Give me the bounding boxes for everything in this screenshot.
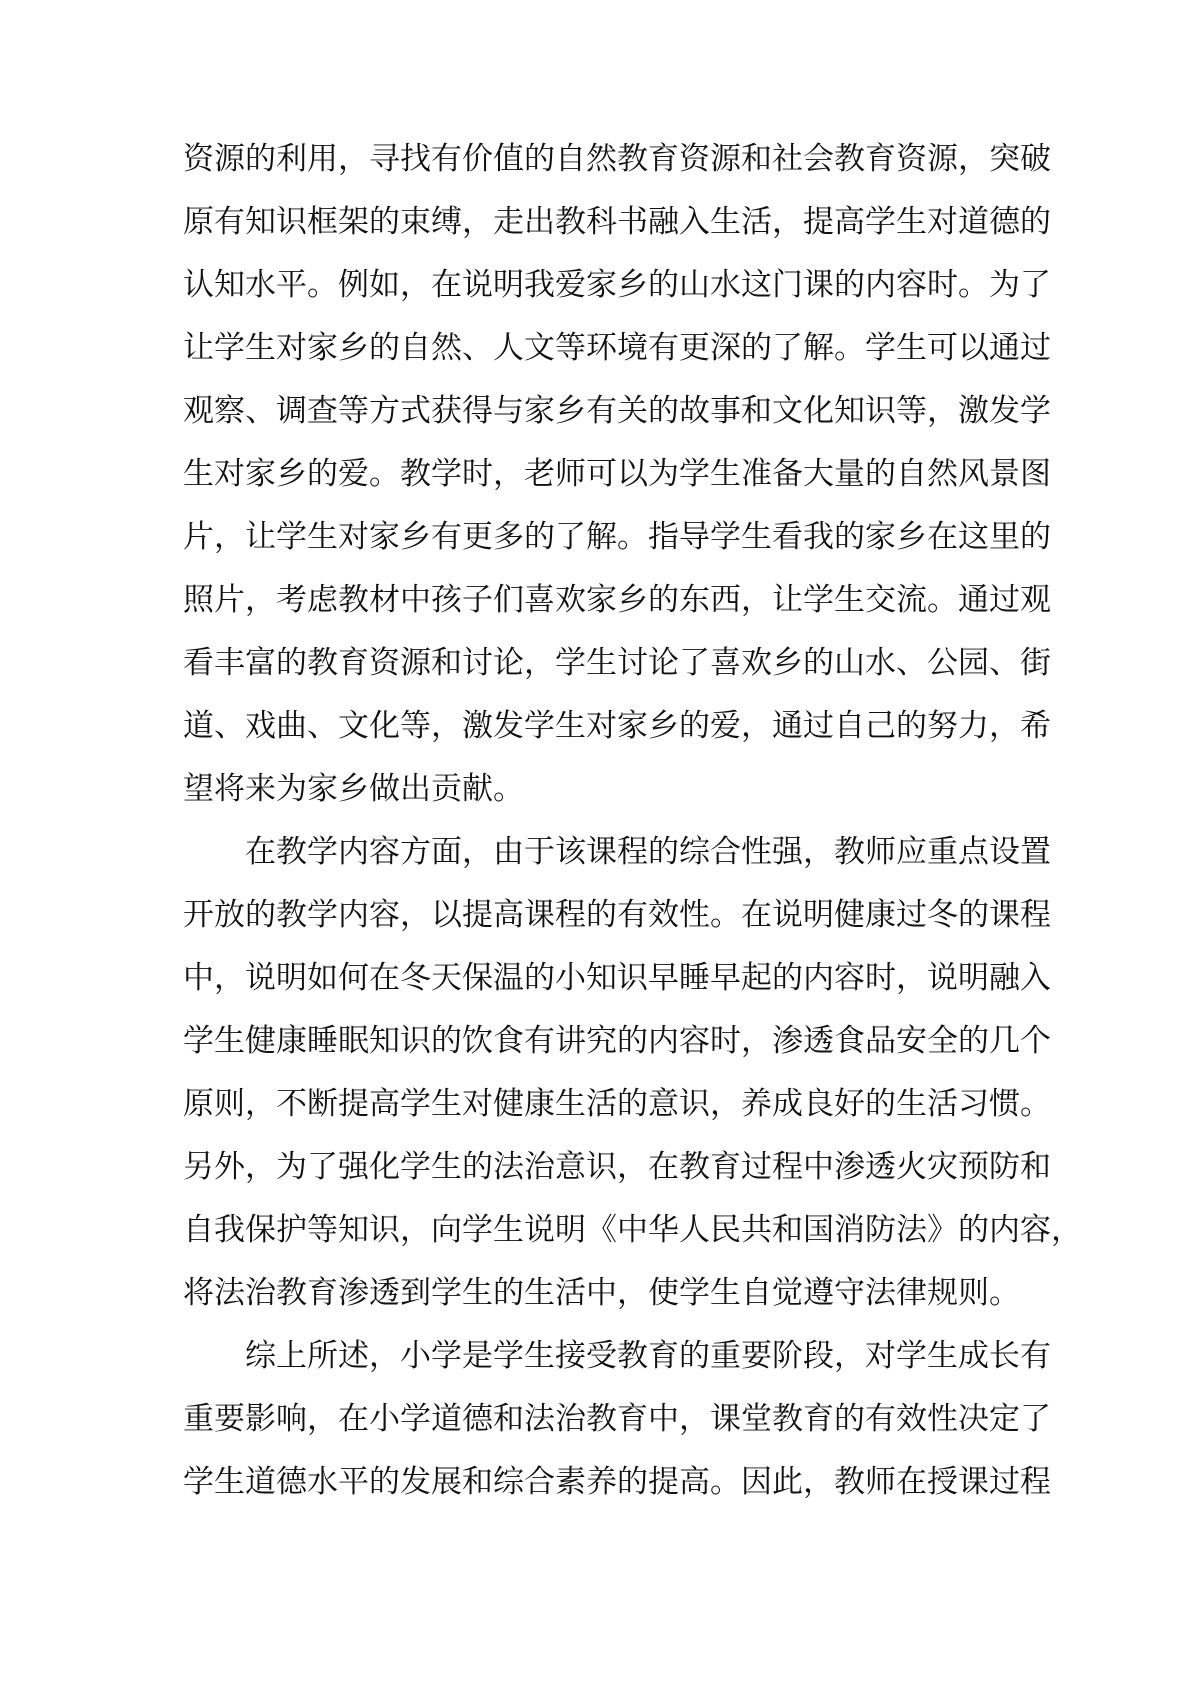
paragraph [183,821,1082,1325]
text-line: 开放的教学内容，以提高课程的有效性。在说明健康过冬的课程 [183,897,1051,933]
text-line: 原有知识框架的束缚，走出教科书融入生活，提高学生对道德的 [183,204,1051,240]
text-line: 自我保护等知识，向学生说明《中华人民共和国消防法》的内容， [183,1212,1082,1248]
text-line: 另外，为了强化学生的法治意识，在教育过程中渗透火灾预防和 [183,1149,1051,1185]
paragraph [183,128,1051,821]
text-line: 认知水平。例如，在说明我爱家乡的山水这门课的内容时。为了 [183,267,1051,303]
text-line: 资源的利用，寻找有价值的自然教育资源和社会教育资源，突破 [183,141,1051,177]
text-line: 看丰富的教育资源和讨论，学生讨论了喜欢乡的山水、公园、街 [183,645,1051,681]
text-line: 原则，不断提高学生对健康生活的意识，养成良好的生活习惯。 [183,1086,1051,1122]
text-line: 学生健康睡眠知识的饮食有讲究的内容时，渗透食品安全的几个 [183,1023,1051,1059]
text-line: 中，说明如何在冬天保温的小知识早睡早起的内容时，说明融入 [183,960,1051,996]
text-line: 学生道德水平的发展和综合素养的提高。因此，教师在授课过程 [183,1464,1051,1500]
paragraph [183,1325,1051,1514]
text-line: 片，让学生对家乡有更多的了解。指导学生看我的家乡在这里的 [183,519,1051,555]
text-line: 将法治教育渗透到学生的生活中，使学生自觉遵守法律规则。 [183,1275,1020,1311]
body-text [183,128,1082,1514]
text-line: 在教学内容方面，由于该课程的综合性强，教师应重点设置 [245,834,1051,870]
text-line: 照片，考虑教材中孩子们喜欢家乡的东西，让学生交流。通过观 [183,582,1051,618]
text-line: 望将来为家乡做出贡献。 [183,771,524,807]
text-line: 道、戏曲、文化等，激发学生对家乡的爱，通过自己的努力，希 [183,708,1051,744]
text-line: 让学生对家乡的自然、人文等环境有更深的了解。学生可以通过 [183,330,1051,366]
text-line: 生对家乡的爱。教学时，老师可以为学生准备大量的自然风景图 [183,456,1051,492]
text-line: 观察、调查等方式获得与家乡有关的故事和文化知识等，激发学 [183,393,1051,429]
text-line: 综上所述，小学是学生接受教育的重要阶段，对学生成长有 [245,1338,1051,1374]
text-line: 重要影响，在小学道德和法治教育中，课堂教育的有效性决定了 [183,1401,1051,1437]
